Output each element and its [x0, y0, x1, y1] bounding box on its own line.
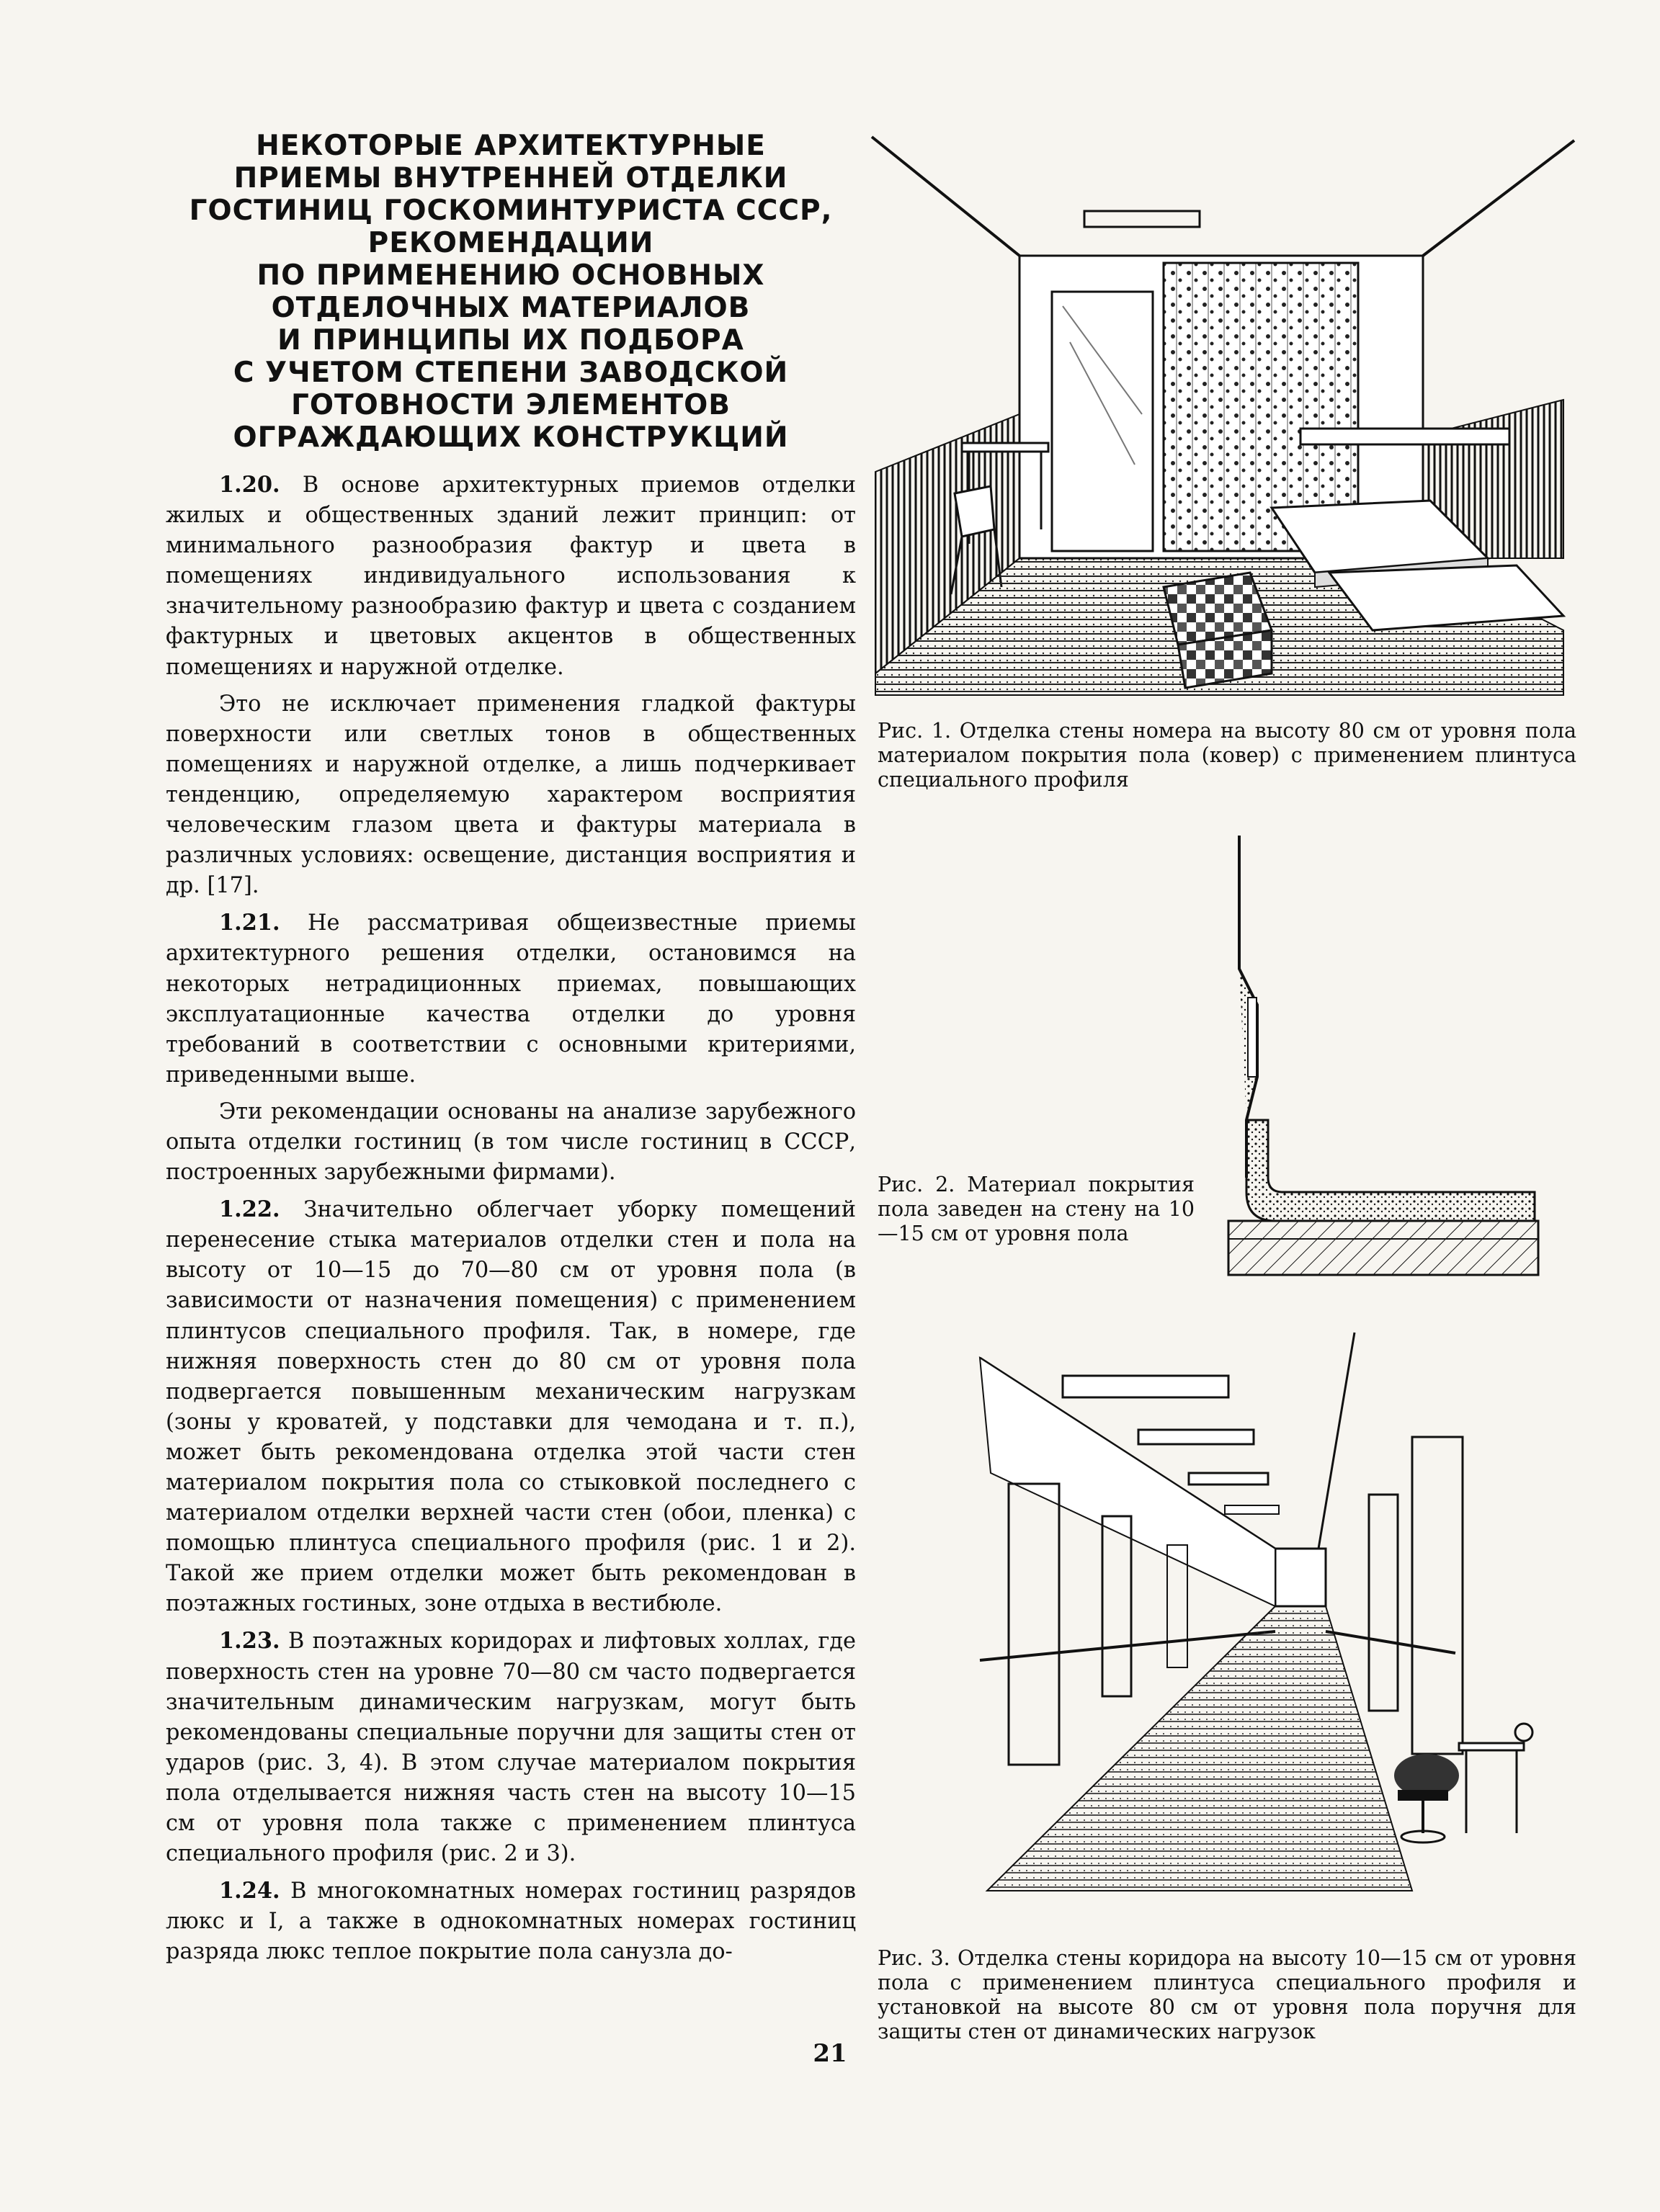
title-line: ПО ПРИМЕНЕНИЮ ОСНОВНЫХ — [256, 259, 765, 292]
para-text: Это не исключает применения гладкой фактуры поверхности или светлых тонов в общественных помещениях и наружной отделке, а лишь подчеркивает тенденцию, определяемую характером восприятия человеческим глазом цвета и фактуры материала в различных условиях: освещение, дистанция восприятия и др. [17]. — [166, 691, 856, 899]
paragraph-1-22 — [166, 1194, 856, 1619]
para-number: 1.20. — [219, 472, 280, 498]
text-column — [166, 130, 856, 1974]
title-line: ОГРАЖДАЮЩИХ КОНСТРУКЦИЙ — [233, 421, 789, 454]
title-line: РЕКОМЕНДАЦИИ — [367, 227, 654, 259]
section-title — [166, 130, 856, 454]
para-text: Значительно облегчает уборку помещений перенесение стыка материалов отделки стен и пола на высоту от 10—15 до 70—80 см от уровня пола (в зависимости от назначения помещения) с применением плинтусов специального профиля. Так, в номере, где нижняя поверхность стен до 80 см от уровня пола подвергается повышенным механическим нагрузкам (зоны у кроватей, у подставки для чемодана и т. п.), может быть рекомендована отделка этой части стен материалом покрытия пола со стыковкой последнего с материалом отделки верхней части стен (обои, пленка) с помощью плинтуса специального профиля (рис. 1 и 2). Такой же прием отделки может быть рекомендован в поэтажных гостиных, зоне отдыха в вестибюле. — [166, 1197, 856, 1617]
para-text: В основе архитектурных приемов отделки жилых и общественных зданий лежит принцип: от минимального разнообразия фактур и цвета в помещениях индивидуального использования к значительному разнообразию фактур и цвета с созданием фактурных и цветовых акцентов в общественных помещениях и наружной отделке. — [166, 473, 856, 680]
title-line: С УЧЕТОМ СТЕПЕНИ ЗАВОДСКОЙ — [233, 357, 789, 389]
title-line: И ПРИНЦИПЫ ИХ ПОДБОРА — [277, 324, 744, 357]
para-text: Эти рекомендации основаны на анализе зарубежного опыта отделки гостиниц (в том числе гостиниц в СССР, построенных зарубежными фирмами). — [166, 1098, 856, 1186]
figure-2-caption: Рис. 2. Материал покрытия пола заведен на стену на 10—15 см от уровня пола — [878, 1173, 1195, 1245]
title-line: ПРИЕМЫ ВНУТРЕННЕЙ ОТДЕЛКИ — [233, 162, 788, 194]
title-line: ГОСТИНИЦ ГОСКОМИНТУРИСТА СССР, — [189, 194, 833, 227]
figure-3-caption: Рис. 3. Отделка стены коридора на высоту 10—15 см от уровня пола с применением плинтуса специального профиля и установкой на высоте 80 см от уровня пола поручня для защиты стен от динамических нагрузок — [878, 1946, 1576, 2043]
paragraph-1-23 — [166, 1626, 856, 1869]
para-number: 1.23. — [219, 1628, 280, 1654]
paragraph-1-24 — [166, 1876, 856, 1967]
title-line: НЕКОТОРЫЕ АРХИТЕКТУРНЫЕ — [256, 130, 766, 162]
title-line: ГОТОВНОСТИ ЭЛЕМЕНТОВ — [291, 389, 731, 421]
paragraph-1-20-cont — [166, 689, 856, 902]
page-number: 21 — [813, 2039, 847, 2068]
para-text: В поэтажных коридорах и лифтовых холлах, где поверхность стен на уровне 70—80 см часто подвергается значительным динамическим нагрузкам, могут быть рекомендованы специальные поручни для защиты стен от ударов (рис. 3, 4). В этом случае материалом покрытия пола отделывается нижняя часть стен на высоту 10—15 см от уровня пола также с применением плинтуса специального профиля (рис. 2 и 3). — [166, 1629, 856, 1867]
figure-1-hotel-room — [868, 126, 1578, 702]
paragraph-1-21-cont — [166, 1097, 856, 1188]
figure-3-corridor — [951, 1329, 1542, 1912]
paragraph-1-20 — [166, 470, 856, 683]
figure-2-wall-floor-detail — [1225, 818, 1542, 1279]
para-number: 1.24. — [219, 1878, 280, 1904]
para-text: В многокомнатных номерах гостиниц разрядов люкс и I, а также в однокомнатных номерах гостиниц разряда люкс теплое покрытие пола санузла до- — [166, 1879, 856, 1965]
paragraph-1-21 — [166, 908, 856, 1091]
figure-1-caption: Рис. 1. Отделка стены номера на высоту 80 см от уровня пола материалом покрытия пола (ковер) с применением плинтуса специального профиля — [878, 719, 1576, 792]
para-text: Не рассматривая общеизвестные приемы архитектурного решения отделки, остановимся на некоторых нетрадиционных приемах, повышающих эксплуатационные качества отделки до уровня требований в соответствии с основными критериями, приведенными выше. — [166, 910, 856, 1088]
para-number: 1.22. — [219, 1196, 280, 1223]
para-number: 1.21. — [219, 910, 280, 936]
title-line: ОТДЕЛОЧНЫХ МАТЕРИАЛОВ — [271, 292, 751, 324]
